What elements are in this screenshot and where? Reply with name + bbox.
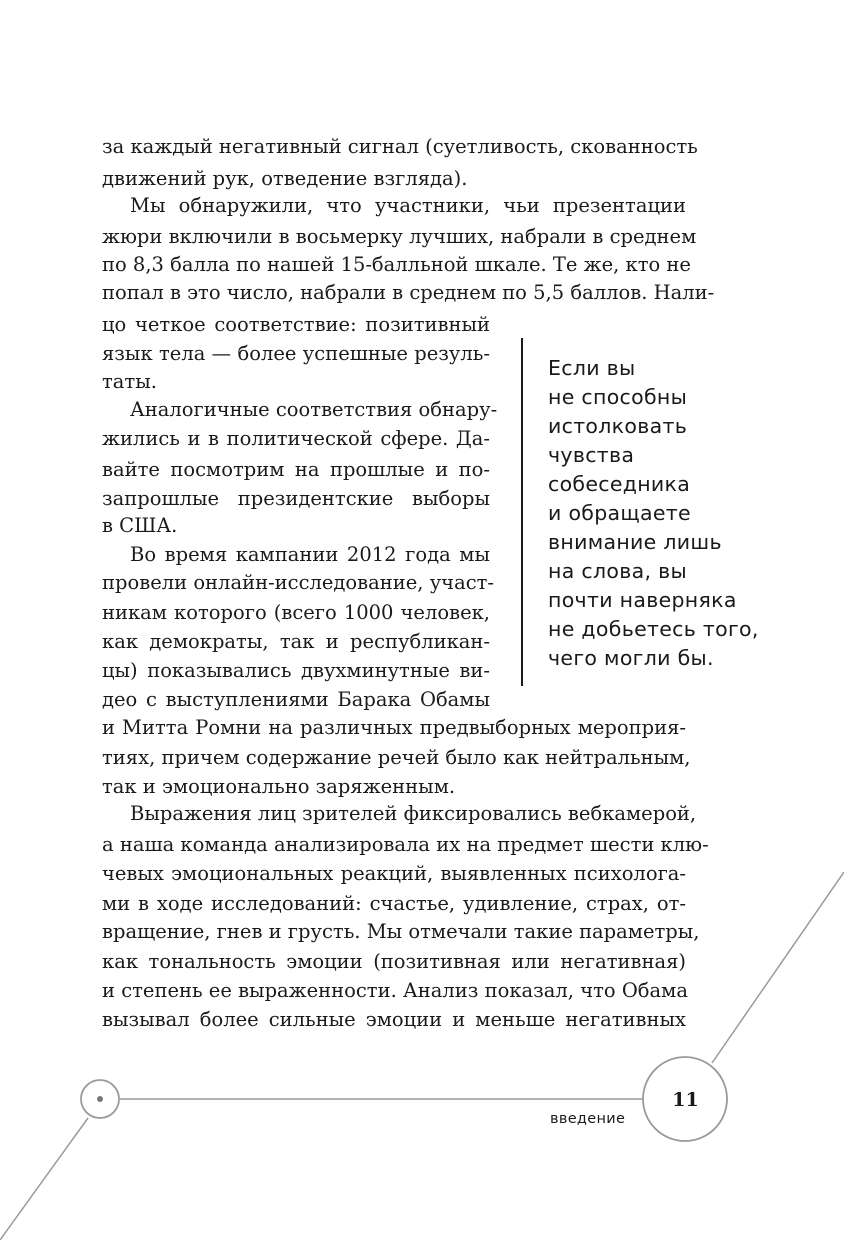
body-line: цы) показывались двухминутные ви- (102, 659, 490, 682)
pull-quote-line: собеседника (548, 472, 691, 496)
body-line: Во время кампании 2012 года мы (130, 543, 490, 566)
body-line: за каждый негативный сигнал (суетливость, скованность (102, 135, 698, 158)
pull-quote-line: не добьетесь того, (548, 617, 759, 641)
body-line: и степень ее выраженности. Анализ показал, что Обама (102, 979, 688, 1002)
body-line: в США. (102, 514, 178, 537)
body-line: движений рук, отведение взгляда). (102, 167, 468, 190)
body-line: вращение, гнев и грусть. Мы отмечали такие параметры, (102, 920, 700, 943)
pull-quote-bar (521, 338, 523, 686)
body-line: язык тела — более успешные резуль- (102, 342, 490, 365)
pull-quote-line: на слова, вы (548, 559, 687, 583)
footer-circle-dot (97, 1096, 103, 1102)
body-line: део с выступлениями Барака Обамы (102, 688, 490, 711)
decor-line-right (712, 872, 844, 1063)
body-line: Выражения лиц зрителей фиксировались вебкамерой, (130, 802, 697, 825)
body-line: попал в это число, набрали в среднем по 5,5 баллов. Нали- (102, 281, 715, 304)
body-line: таты. (102, 370, 157, 393)
pull-quote-line: истолковать (548, 414, 688, 438)
pull-quote-line: внимание лишь (548, 530, 722, 554)
body-line: Мы обнаружили, что участники, чьи презентации (130, 194, 686, 217)
body-line: вызывал более сильные эмоции и меньше негативных (102, 1008, 686, 1031)
pull-quote-line: Если вы (548, 356, 636, 380)
body-line: цо четкое соответствие: позитивный (102, 313, 490, 336)
body-line: а наша команда анализировала их на предмет шести клю- (102, 833, 709, 856)
body-line: никам которого (всего 1000 человек, (102, 601, 490, 624)
running-head: введение (550, 1111, 626, 1127)
pull-quote-line: почти наверняка (548, 588, 737, 612)
body-line: Аналогичные соответствия обнару- (130, 398, 498, 421)
body-line: как тональность эмоции (позитивная или негативная) (102, 950, 686, 973)
body-line: провели онлайн-исследование, участ- (102, 571, 494, 594)
body-line: по 8,3 балла по нашей 15-балльной шкале. Те же, кто не (102, 253, 691, 276)
pull-quote-line: не способны (548, 385, 688, 409)
body-line: вайте посмотрим на прошлые и по- (102, 458, 490, 481)
body-line: и Митта Ромни на различных предвыборных мероприя- (102, 716, 686, 739)
pull-quote-line: и обращаете (548, 501, 691, 525)
body-line: чевых эмоциональных реакций, выявленных психолога- (102, 862, 686, 885)
body-line: так и эмоционально заряженным. (102, 775, 456, 798)
body-line: ми в ходе исследований: счастье, удивление, страх, от- (102, 892, 686, 915)
body-line: жюри включили в восьмерку лучших, набрали в среднем (102, 225, 697, 248)
body-line: жились и в политической сфере. Да- (102, 427, 490, 450)
pull-quote-line: чувства (548, 443, 635, 467)
pull-quote-line: чего могли бы. (548, 646, 714, 670)
decor-line-left (0, 1118, 88, 1240)
page-number: 11 (672, 1088, 699, 1111)
body-line: как демократы, так и республикан- (102, 630, 490, 653)
body-line: запрошлые президентские выборы (102, 487, 490, 510)
body-line: тиях, причем содержание речей было как нейтральным, (102, 746, 691, 769)
